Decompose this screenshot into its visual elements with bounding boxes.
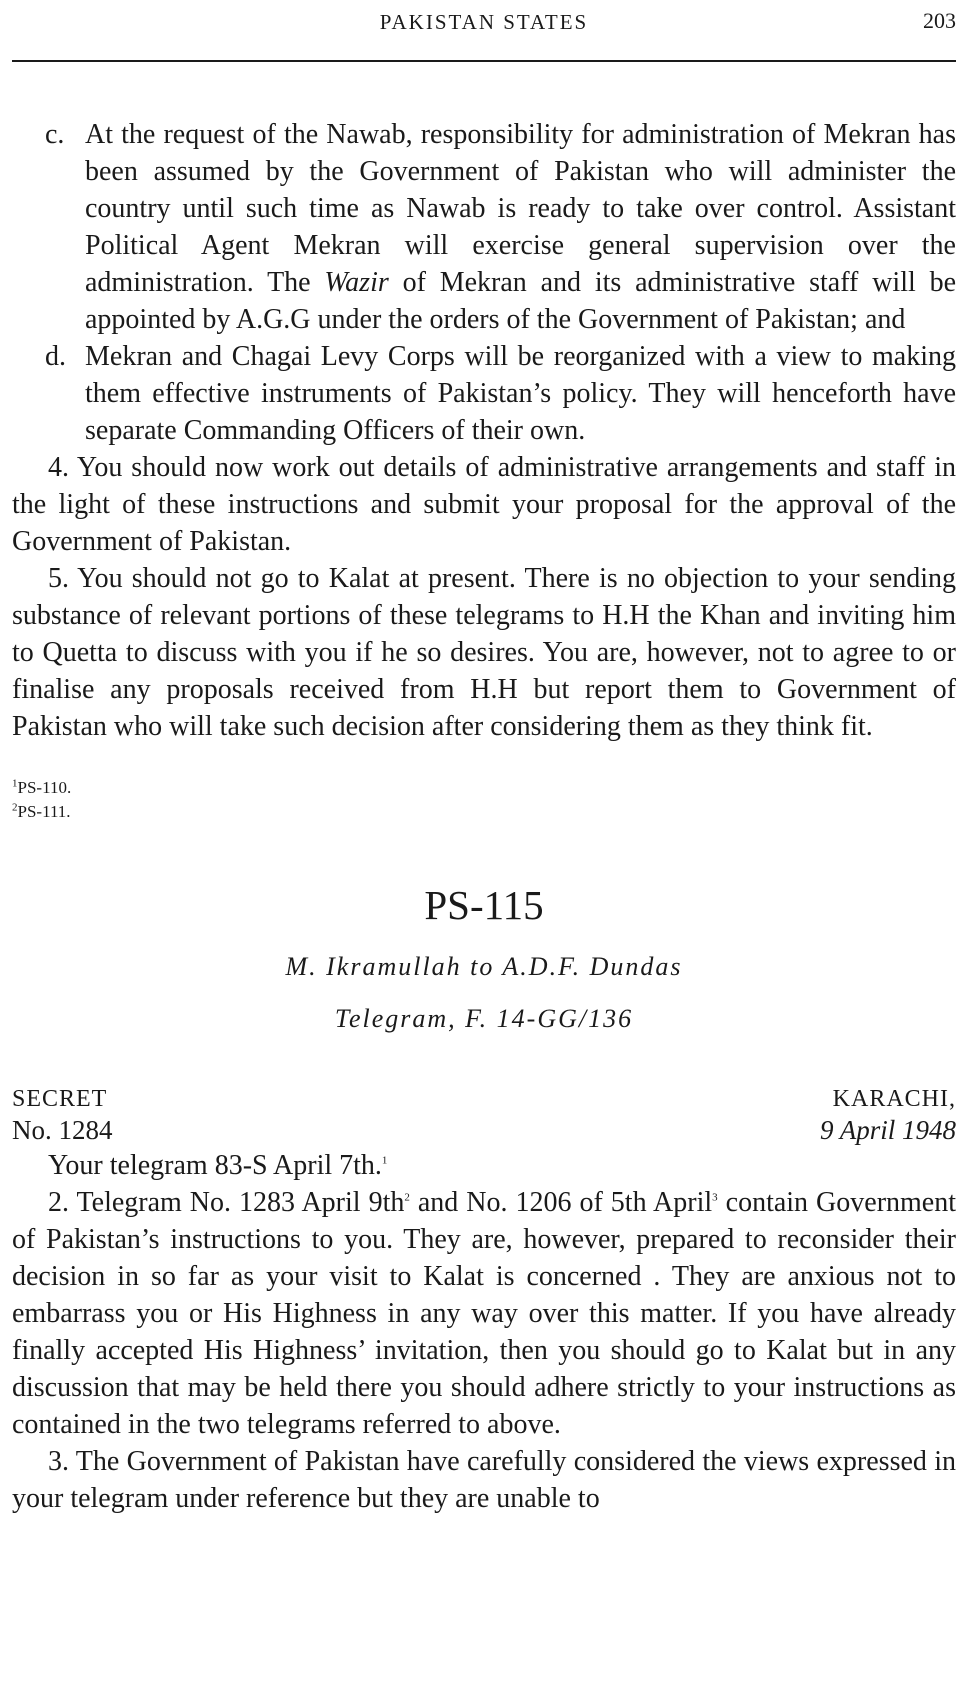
footnote-1 (12, 776, 956, 800)
list-marker: c. (45, 119, 65, 150)
item-c-text-a: At the request of the Nawab, responsibility for administration of Mekran has been assumed by the Government of Pakistan who will administer the country until such time as Nawab is ready to take over control. Assistant Political Agent Mekran will exercise general supervision over the administration. The (85, 119, 956, 298)
place: KARACHI, (832, 1086, 956, 1112)
document-telegram-ref: Telegram, F. 14-GG/136 (334, 1004, 634, 1033)
list-marker: d. (45, 341, 66, 372)
header-rule (12, 60, 956, 62)
footnote-mark: 1 (12, 777, 18, 790)
footnote-ref: 1 (381, 1154, 388, 1167)
doc-paragraph-1: Your telegram 83-S April 7th.$^1$ (48, 1150, 388, 1181)
meta-row-number (12, 1114, 956, 1147)
footnote-2 (12, 800, 956, 824)
running-head: PAKISTAN STATES (379, 10, 589, 34)
document-title: PS-115 (424, 882, 544, 928)
classification: SECRET (12, 1086, 108, 1112)
telegram-number: No. 1284 (12, 1115, 113, 1145)
item-c-italic: Wazir (324, 267, 389, 298)
paragraph-4: 4. You should now work out details of administrative arrangements and staff in the light of these instructions and submit your proposal for the approval of the Government of Pakistan. (12, 452, 956, 557)
paragraph-5: 5. You should not go to Kalat at present. There is no objection to your sending substance of relevant portions of these telegrams to H.H the Khan and inviting him to Quetta to discuss with you if he so desires. You are, however, not to agree to or finalise any proposals received from H.H but report them to Government of Pakistan who will take such decision after considering them as they think fit. (12, 563, 956, 742)
item-c-text-b: of Mekran and its administrative staff will be appointed by A.G.G under the orders of the Government of Pakistan; and (85, 267, 956, 335)
footnote-ref: 2 (404, 1191, 410, 1204)
document-from-to: M. Ikramullah to A.D.F. Dundas (285, 952, 683, 981)
doc-paragraph-3: 3. The Government of Pakistan have carefully considered the views expressed in your telegram under reference but they are unable to (12, 1446, 956, 1514)
page-number: 203 (923, 8, 956, 33)
footnote-text: PS-110. (17, 778, 72, 797)
footnote-ref: 3 (712, 1191, 718, 1204)
footnote-mark: 2 (12, 801, 18, 814)
list-item-c (12, 116, 956, 338)
page-body (12, 116, 956, 1517)
footnote-text: PS-111. (17, 802, 71, 821)
item-d-text: Mekran and Chagai Levy Corps will be reorganized with a view to making them effective instruments of Pakistan’s policy. They will henceforth have separate Commanding Officers of their own. (85, 341, 956, 446)
page-header (12, 4, 956, 44)
meta-row-classification (12, 1084, 956, 1114)
footnotes (12, 776, 956, 824)
list-item-d (12, 338, 956, 449)
doc-paragraph-2: 2. Telegram No. 1283 April $9th^2$ and No. 1206 of 5th April$^3$ contain Government of Pakistan’s instructions to you. They are, however, prepared to reconsider their decision in so far as your visit to Kalat is concerned . They are anxious not to embarrass you or His Highness in any way over this matter. If you have already finally accepted His Highness’ invitation, then you should go to Kalat but in any discussion that may be held there you should adhere strictly to your instructions as contained in the two telegrams referred to above. (12, 1187, 957, 1440)
telegram-date: 9 April 1948 (819, 1115, 956, 1145)
